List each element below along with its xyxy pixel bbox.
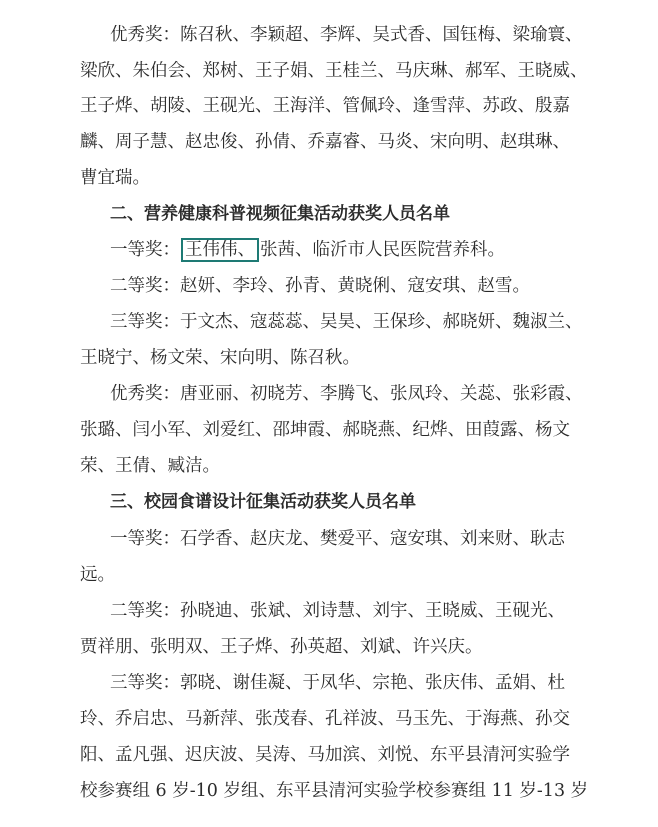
line-text: 麟、周子慧、赵忠俊、孙倩、乔嘉睿、马炎、宋向明、赵琪琳、	[80, 132, 570, 152]
line-text: 三等奖：于文杰、寇蕊蕊、吴昊、王保珍、郝晓妍、魏淑兰、	[110, 312, 583, 332]
text-line	[0, 165, 658, 191]
line-text: 贾祥朋、张明双、王子烨、孙英超、刘斌、许兴庆。	[80, 637, 483, 657]
line-text: 玲、乔启忠、马新萍、张茂春、孔祥波、马玉先、于海燕、孙交	[80, 709, 570, 729]
line-text: 二等奖：赵妍、李玲、孙青、黄晓俐、寇安琪、赵雪。	[110, 276, 530, 296]
line-text: 优秀奖：唐亚丽、初晓芳、李腾飞、张凤玲、关蕊、张彩霞、	[110, 384, 583, 404]
text-line	[0, 381, 658, 407]
award-label: 一等奖：	[110, 240, 180, 260]
heading-text: 二、营养健康科普视频征集活动获奖人员名单	[110, 204, 450, 224]
line-text: 荣、王倩、臧洁。	[80, 456, 220, 476]
text-line	[0, 634, 658, 660]
text-line	[0, 706, 658, 732]
line-text: 校参赛组 6 岁-10 岁组、东平县清河实验学校参赛组 11 岁-13 岁	[80, 781, 589, 801]
line-text: 二等奖：孙晓迪、张斌、刘诗慧、刘宇、王晓威、王砚光、	[110, 601, 565, 621]
heading-text: 三、校园食谱设计征集活动获奖人员名单	[110, 492, 416, 512]
line-text: 曹宜瑞。	[80, 168, 150, 188]
text-line	[0, 670, 658, 696]
section-heading	[0, 489, 658, 515]
text-line	[0, 742, 658, 768]
text-line	[0, 237, 658, 263]
text-line	[0, 778, 658, 804]
line-text: 远。	[80, 565, 115, 585]
line-text: 张璐、闫小军、刘爱红、邵坤霞、郝晓燕、纪烨、田葭露、杨文	[80, 420, 570, 440]
text-line	[0, 309, 658, 335]
text-line	[0, 58, 658, 84]
text-line	[0, 453, 658, 479]
text-line	[0, 598, 658, 624]
line-text: 三等奖：郭晓、谢佳凝、于凤华、宗艳、张庆伟、孟娟、杜	[110, 673, 565, 693]
line-text: 张茜、临沂市人民医院营养科。	[260, 240, 505, 260]
text-line	[0, 562, 658, 588]
text-line	[0, 129, 658, 155]
text-line	[0, 526, 658, 552]
line-text: 优秀奖：陈召秋、李颖超、李辉、吴式香、国钰梅、梁瑜寰、	[110, 25, 583, 45]
text-line	[0, 93, 658, 119]
text-line	[0, 273, 658, 299]
text-line	[0, 417, 658, 443]
line-text: 王晓宁、杨文荣、宋向明、陈召秋。	[80, 348, 360, 368]
line-text: 阳、孟凡强、迟庆波、吴涛、马加滨、刘悦、东平县清河实验学	[80, 745, 570, 765]
line-text: 一等奖：石学香、赵庆龙、樊爱平、寇安琪、刘来财、耿志	[110, 529, 565, 549]
section-heading	[0, 201, 658, 227]
highlighted-name: 王伟伟、	[181, 238, 259, 262]
text-line	[0, 345, 658, 371]
text-line	[0, 22, 658, 48]
line-text: 梁欣、朱伯会、郑树、王子娟、王桂兰、马庆琳、郝军、王晓威、	[80, 61, 588, 81]
line-text: 王子烨、胡陵、王砚光、王海洋、管佩玲、逢雪萍、苏政、殷嘉	[80, 96, 570, 116]
